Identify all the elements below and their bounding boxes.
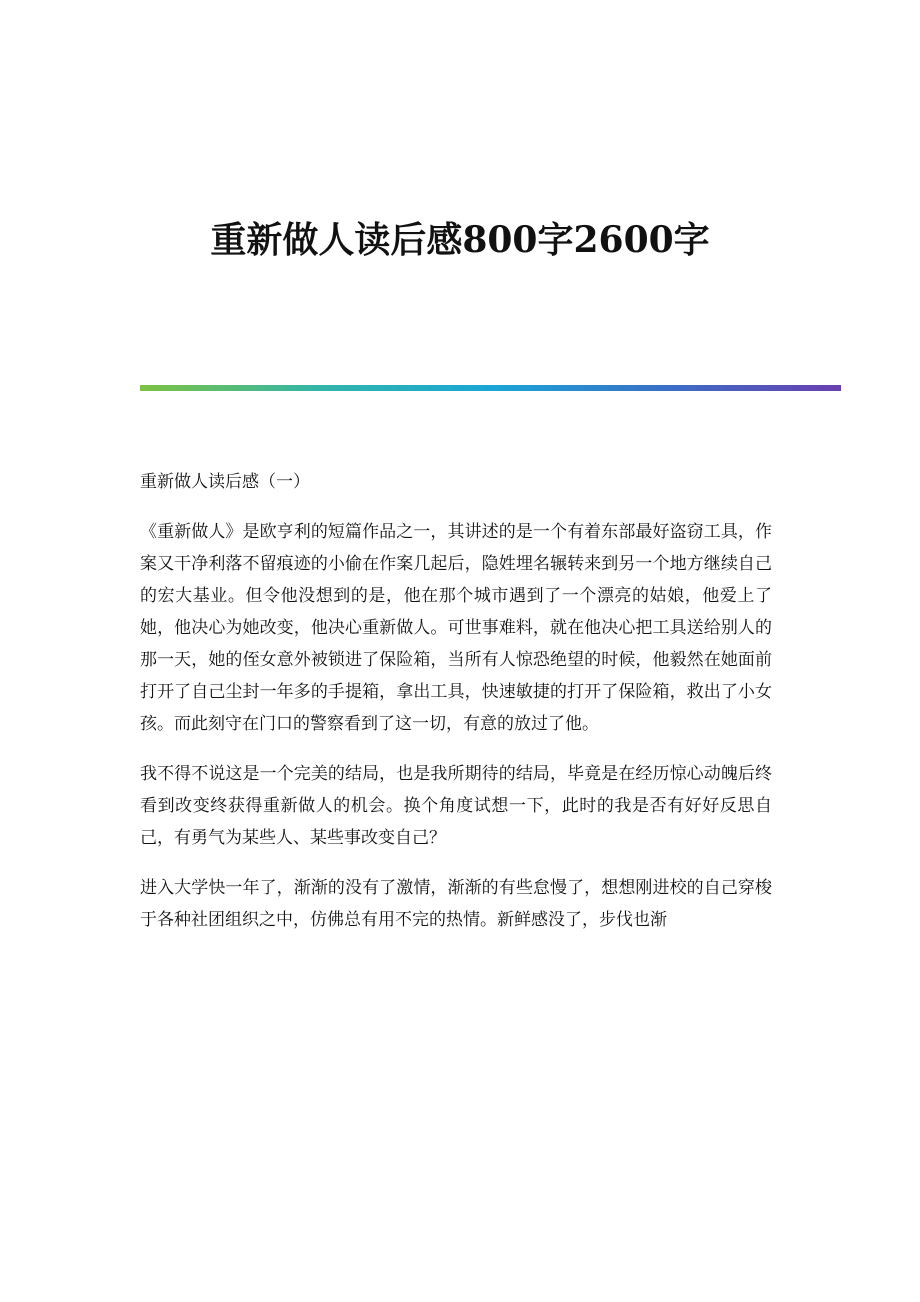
paragraph: 进入大学快一年了，渐渐的没有了激情，渐渐的有些怠慢了，想想刚进校的自己穿梭于各种社团组织之中，仿佛总有用不完的热情。新鲜感没了，步伐也渐 <box>140 878 772 930</box>
paragraph: 我不得不说这是一个完美的结局，也是我所期待的结局，毕竟是在经历惊心动魄后终看到改变终获得重新做人的机会。换个角度试想一下，此时的我是否有好好反思自己，有勇气为某些人、某些事改变自己？ <box>140 764 772 848</box>
title-divider <box>140 385 841 391</box>
paragraph: 《重新做人》是欧亨利的短篇作品之一，其讲述的是一个有着东部最好盗窃工具，作案又干净利落不留痕迹的小偷在作案几起后，隐姓埋名辗转来到另一个地方继续自己的宏大基业。但令他没想到的是，他在那个城市遇到了一个漂亮的姑娘，他爱上了她，他决心为她改变，他决心重新做人。可世事难料，就在他决心把工具送给别人的那一天，她的侄女意外被锁进了保险箱，当所有人惊恐绝望的时候，他毅然在她面前打开了自己尘封一年多的手提箱，拿出工具，快速敏捷的打开了保险箱，救出了小女孩。而此刻守在门口的警察看到了这一切，有意的放过了他。 <box>140 522 772 734</box>
document-title: 重新做人读后感800字2600字 <box>210 219 710 261</box>
document-body <box>140 466 772 954</box>
section-heading: 重新做人读后感（一） <box>140 472 310 492</box>
